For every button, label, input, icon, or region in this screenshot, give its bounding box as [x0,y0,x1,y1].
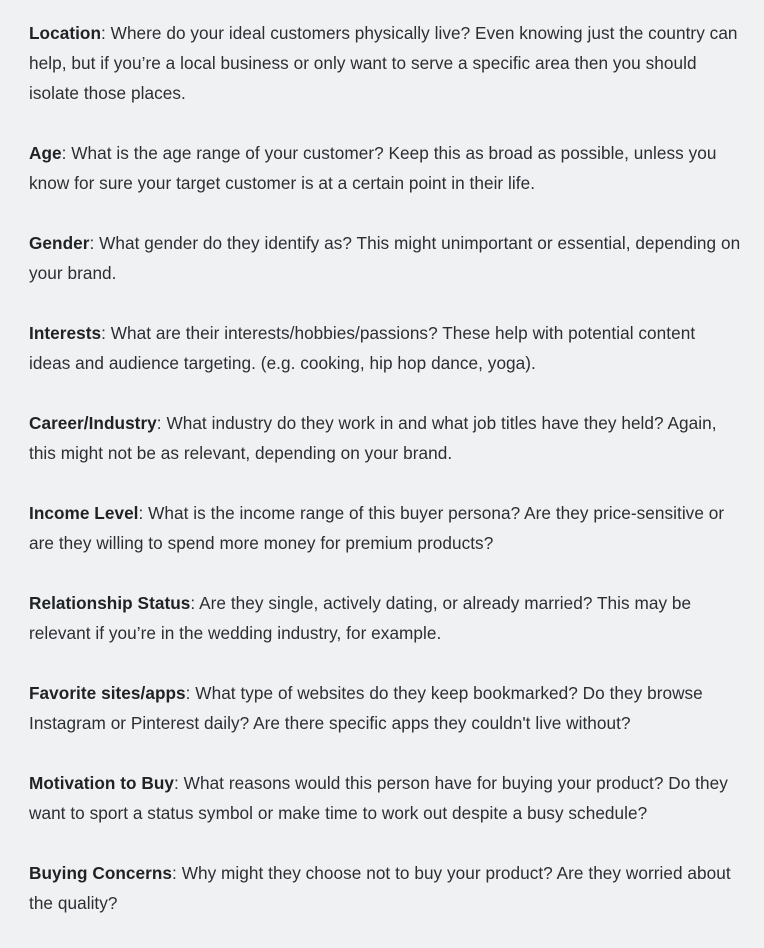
description-income-level: : What is the income range of this buyer persona? Are they price-sensitive or are they willing to spend more money for premium products? [29,503,725,553]
description-buying-concerns: : Why might they choose not to buy your product? Are they worried about the quality? [29,863,731,913]
paragraph-buying-concerns [29,858,741,918]
term-age: Age [29,143,62,163]
term-gender: Gender [29,233,90,253]
term-buying-concerns: Buying Concerns [29,863,173,883]
description-age: : What is the age range of your customer? Keep this as broad as possible, unless you know for sure your target customer is at a certain point in their life. [29,143,717,193]
paragraph-age [29,138,741,198]
term-favorite-sites-apps: Favorite sites/apps [29,683,186,703]
term-motivation-to-buy: Motivation to Buy [29,773,175,793]
description-motivation-to-buy: : What reasons would this person have for buying your product? Do they want to sport a status symbol or make time to work out despite a busy schedule? [29,773,728,823]
paragraph-motivation-to-buy [29,768,741,828]
description-interests: : What are their interests/hobbies/passions? These help with potential content ideas and audience targeting. (e.g. cooking, hip hop dance, yoga). [29,323,696,373]
term-location: Location [29,23,102,43]
term-relationship-status: Relationship Status [29,593,191,613]
term-income-level: Income Level [29,503,139,523]
description-gender: : What gender do they identify as? This might unimportant or essential, depending on your brand. [29,233,741,283]
description-location: : Where do your ideal customers physically live? Even knowing just the country can help, but if you’re a local business or only want to serve a specific area then you should isolate those places. [29,23,738,103]
term-career-industry: Career/Industry [29,413,157,433]
paragraph-favorite-sites-apps [29,678,741,738]
paragraph-career-industry [29,408,741,468]
paragraph-income-level [29,498,741,558]
paragraph-gender [29,228,741,288]
paragraph-location [29,18,741,108]
description-favorite-sites-apps: : What type of websites do they keep bookmarked? Do they browse Instagram or Pinterest daily? Are there specific apps they couldn't live without? [29,683,703,733]
paragraph-interests [29,318,741,378]
description-career-industry: : What industry do they work in and what job titles have they held? Again, this might not be as relevant, depending on your brand. [29,413,717,463]
term-interests: Interests [29,323,102,343]
persona-attributes-list [29,18,741,948]
description-relationship-status: : Are they single, actively dating, or already married? This may be relevant if you’re in the wedding industry, for example. [29,593,692,643]
paragraph-relationship-status [29,588,741,648]
